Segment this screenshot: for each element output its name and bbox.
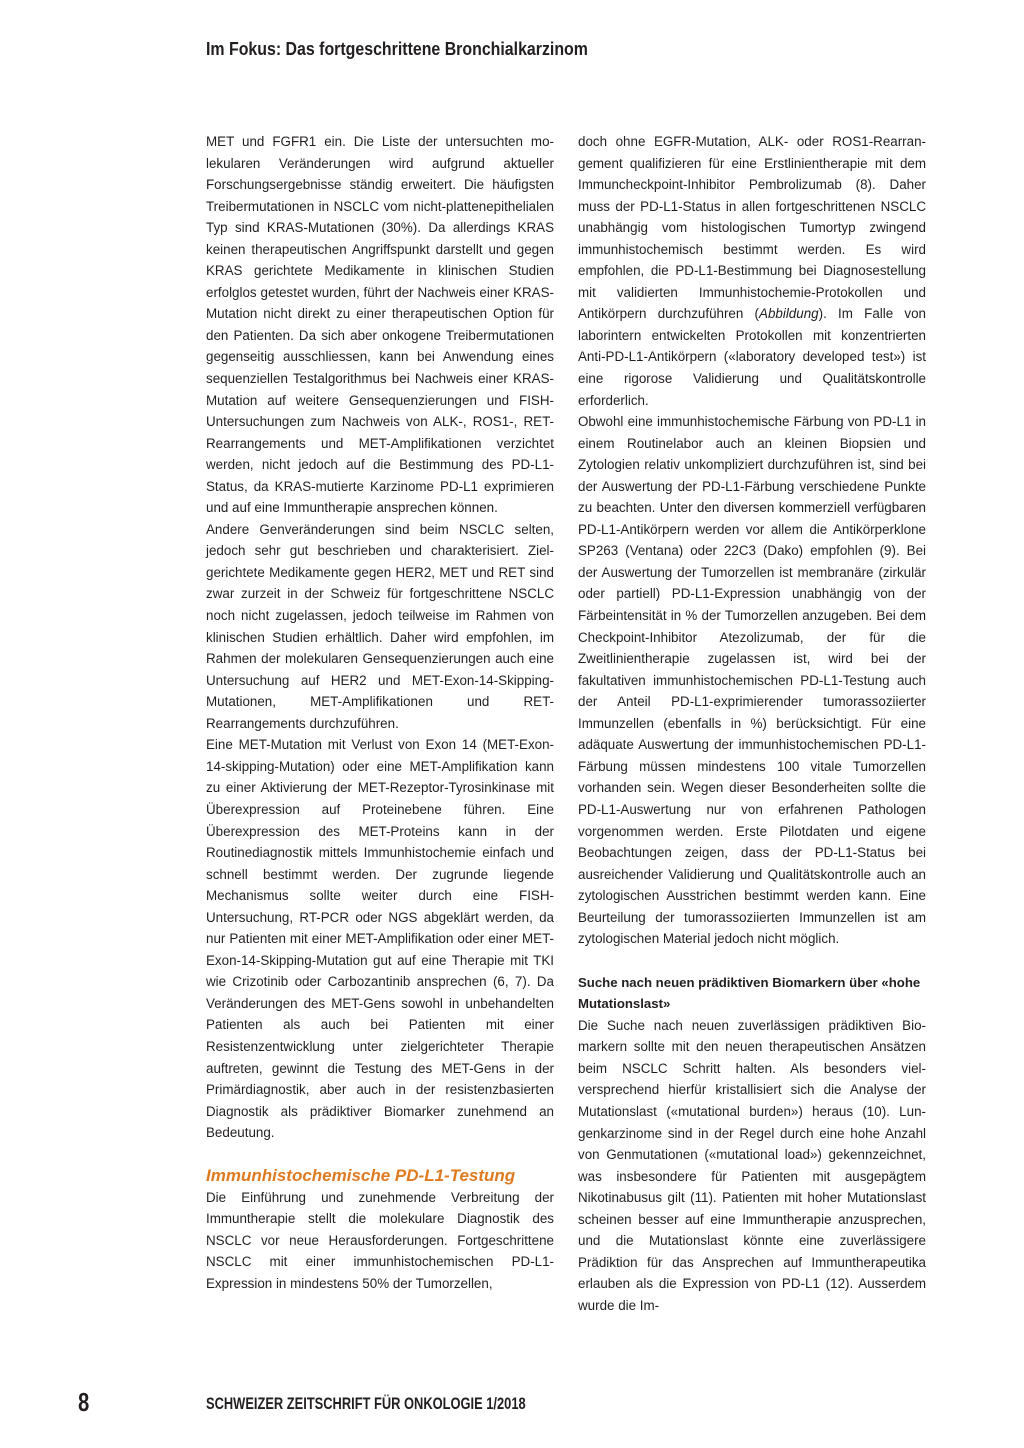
paragraph: Die Suche nach neuen zuverlässigen prädiktiven Biomarkern sollte mit den neuen therapeutischen Ansätzen beim NSCLC Schritt halten. Als besonders vielversprechend hierfür kristallisiert sich die Analyse der Mutationslast («mutational burden») heraus (10). Lungenkarzinome sind in der Regel durch eine hohe Anzahl von Genmutationen («mutational load») gekennzeichnet, was insbesondere für Patienten mit ausgepägtem Nikotinabusus gilt (11). Patienten mit hoher Mutationslast scheinen besser auf eine Immuntherapie anzusprechen, und die Mutationslast könnte eine zuverlässigere Prädiktion für das Ansprechen auf Immuntherapeutika erlauben als die Expression von PD-L1 (12). Ausserdem wurde die Im-	[578, 1017, 926, 1313]
journal-footer: SCHWEIZER ZEITSCHRIFT FÜR ONKOLOGIE 1/2018	[206, 1395, 526, 1413]
paragraph-text: ). Im Falle von laborintern entwickelten Protokollen mit konzentrierten Anti-PD-L1-Antikörpern («laboratory developed test») ist eine rigorose Validierung und Qualitätskontrolle erforderlich.	[578, 306, 926, 408]
paragraph: Die Einführung und zunehmende Verbreitung der Immuntherapie stellt die molekulare Diagnostik des NSCLC vor neue Herausforderungen. Fortgeschrittene NSCLC mit einer immunhistochemischen PD-L1-Expression in mindestens 50% der Tumorzellen,	[206, 1189, 554, 1291]
right-column	[578, 131, 926, 1316]
running-head: Im Fokus: Das fortgeschrittene Bronchialkarzinom	[206, 38, 588, 59]
subheading: Suche nach neuen prädiktiven Biomarkern über «hohe Mutationslast»	[578, 974, 921, 1012]
page-number: 8	[78, 1387, 90, 1417]
paragraph: Andere Genveränderungen sind beim NSCLC selten, jedoch sehr gut beschrieben und charakterisiert. Zielgerichtete Medikamente gegen HER2, MET und RET sind zwar zurzeit in der Schweiz für fortgeschrittene NSCLC noch nicht zugelassen, jedoch teilweise im Rahmen von klinischen Studien erhältlich. Daher wird empfohlen, im Rahmen der molekularen Gensequenzierungen auch eine Untersuchung auf HER2 und MET-Exon-14-Skipping-Mutationen, MET-Amplifikationen und RET-Rearrangements durchzuführen.	[206, 521, 554, 731]
left-column	[206, 131, 554, 1294]
section-heading: Immunhistochemische PD-L1-Testung	[206, 1165, 516, 1185]
paragraph: MET und FGFR1 ein. Die Liste der untersuchten molekularen Veränderungen wird aufgrund aktueller Forschungsergebnisse ständig erweitert. Die häufigsten Treibermutationen in NSCLC vom nicht-plattenepithelialen Typ sind KRAS-Mutationen (30%). Da allerdings KRAS keinen therapeutischen Angriffspunkt darstellt und gegen KRAS gerichtete Medikamente in klinischen Studien erfolglos getestet wurden, führt der Nachweis einer KRAS-Mutation nicht direkt zu einer therapeutischen Option für den Patienten. Da sich aber onkogene Treibermutationen gegenseitig ausschliessen, kann bei Anwendung eines sequenziellen Testalgorithmus bei Nachweis einer KRAS-Mutation auf weitere Gensequenzierungen und FISH-Untersuchungen zum Nachweis von ALK-, ROS1-, RET-Rearrangements und MET-Amplifikationen verzichtet werden, nicht jedoch auf die Bestimmung des PD-L1-Status, da KRAS-mutierte Karzinome PD-L1 exprimieren und auf eine Immuntherapie ansprechen können.	[206, 134, 554, 516]
paragraph: Obwohl eine immunhistochemische Färbung von PD-L1 in einem Routinelabor auch an kleinen Biopsien und Zytologien relativ unkompliziert durchzuführen ist, sind bei der Auswertung der PD-L1-Färbung verschiedene Punkte zu beachten. Unter den diversen kommerziell verfügbaren PD-L1-Antikörpern werden vor allem die Antikörperklone SP263 (Ventana) oder 22C3 (Dako) empfohlen (9). Bei der Auswertung der Tumorzellen ist membranäre (zirkulär oder partiell) PD-L1-Expression unabhängig von der Färbeintensität in % der Tumorzellen anzugeben. Bei dem Checkpoint-Inhibitor Atezolizumab, der für die Zweitlinientherapie zugelassen ist, wird bei der fakultativen immunhistochemischen PD-L1-Testung auch der Anteil PD-L1-exprimierender tumorassoziierter Immunzellen (ebenfalls in %) berücksichtigt. Für eine adäquate Auswertung der immunhistochemischen PD-L1-Färbung müssen mindestens 100 vitale Tumorzellen vorhanden sein. Wegen dieser Besonderheiten sollte die PD-L1-Auswertung nur von erfahrenen Pathologen vorgenommen werden. Erste Pilotdaten und eigene Beobachtungen zeigen, dass der PD-L1-Status bei ausreichender Validierung und Qualitätskontrolle auch an zytologischen Ausstrichen bestimmt werden kann. Eine Beurteilung der tumorassoziierten Immunzellen ist am zytologischen Material jedoch nicht möglich.	[578, 414, 926, 947]
paragraph	[578, 131, 926, 411]
figure-reference: Abbildung	[759, 306, 819, 322]
paragraph: Eine MET-Mutation mit Verlust von Exon 14 (MET-Exon-14-skipping-Mutation) oder eine MET-Amplifikation kann zu einer Aktivierung der MET-Rezeptor-Tyrosinkinase mit Überexpression auf Proteinebene führen. Eine Überexpression des MET-Proteins kann in der Routinediagnostik mittels Immunhistochemie einfach und schnell bestimmt werden. Der zugrunde liegende Mechanismus sollte weiter durch eine FISH-Untersuchung, RT-PCR oder NGS abgeklärt werden, da nur Patienten mit einer MET-Amplifikation oder einer MET-Exon-14-Skipping-Mutation gut auf eine Therapie mit TKI wie Crizotinib oder Carbozantinib ansprechen (6, 7). Da Veränderungen des MET-Gens sowohl in unbehandelten Patienten als auch bei Patienten mit einer Resistenzentwicklung unter zielgerichteter Therapie auftreten, gewinnt die Testung des MET-Gens in der Primärdiagnostik, aber auch in der resistenzbasierten Diagnostik als prädiktiver Biomarker zunehmend an Bedeutung.	[206, 737, 554, 1141]
paragraph-text: doch ohne EGFR-Mutation, ALK- oder ROS1-Rearrangement qualifizieren für eine Erstlinientherapie mit dem Immuncheckpoint-Inhibitor Pembrolizumab (8). Daher muss der PD-L1-Status in allen fortgeschrittenen NSCLC unabhängig vom histologischen Tumortyp zwingend immunhistochemisch bestimmt werden. Es wird empfohlen, die PD-L1-Bestimmung bei Diagnosestellung mit validierten Immunhistochemie-Protokollen und Antikörpern durchzuführen (	[578, 134, 926, 322]
